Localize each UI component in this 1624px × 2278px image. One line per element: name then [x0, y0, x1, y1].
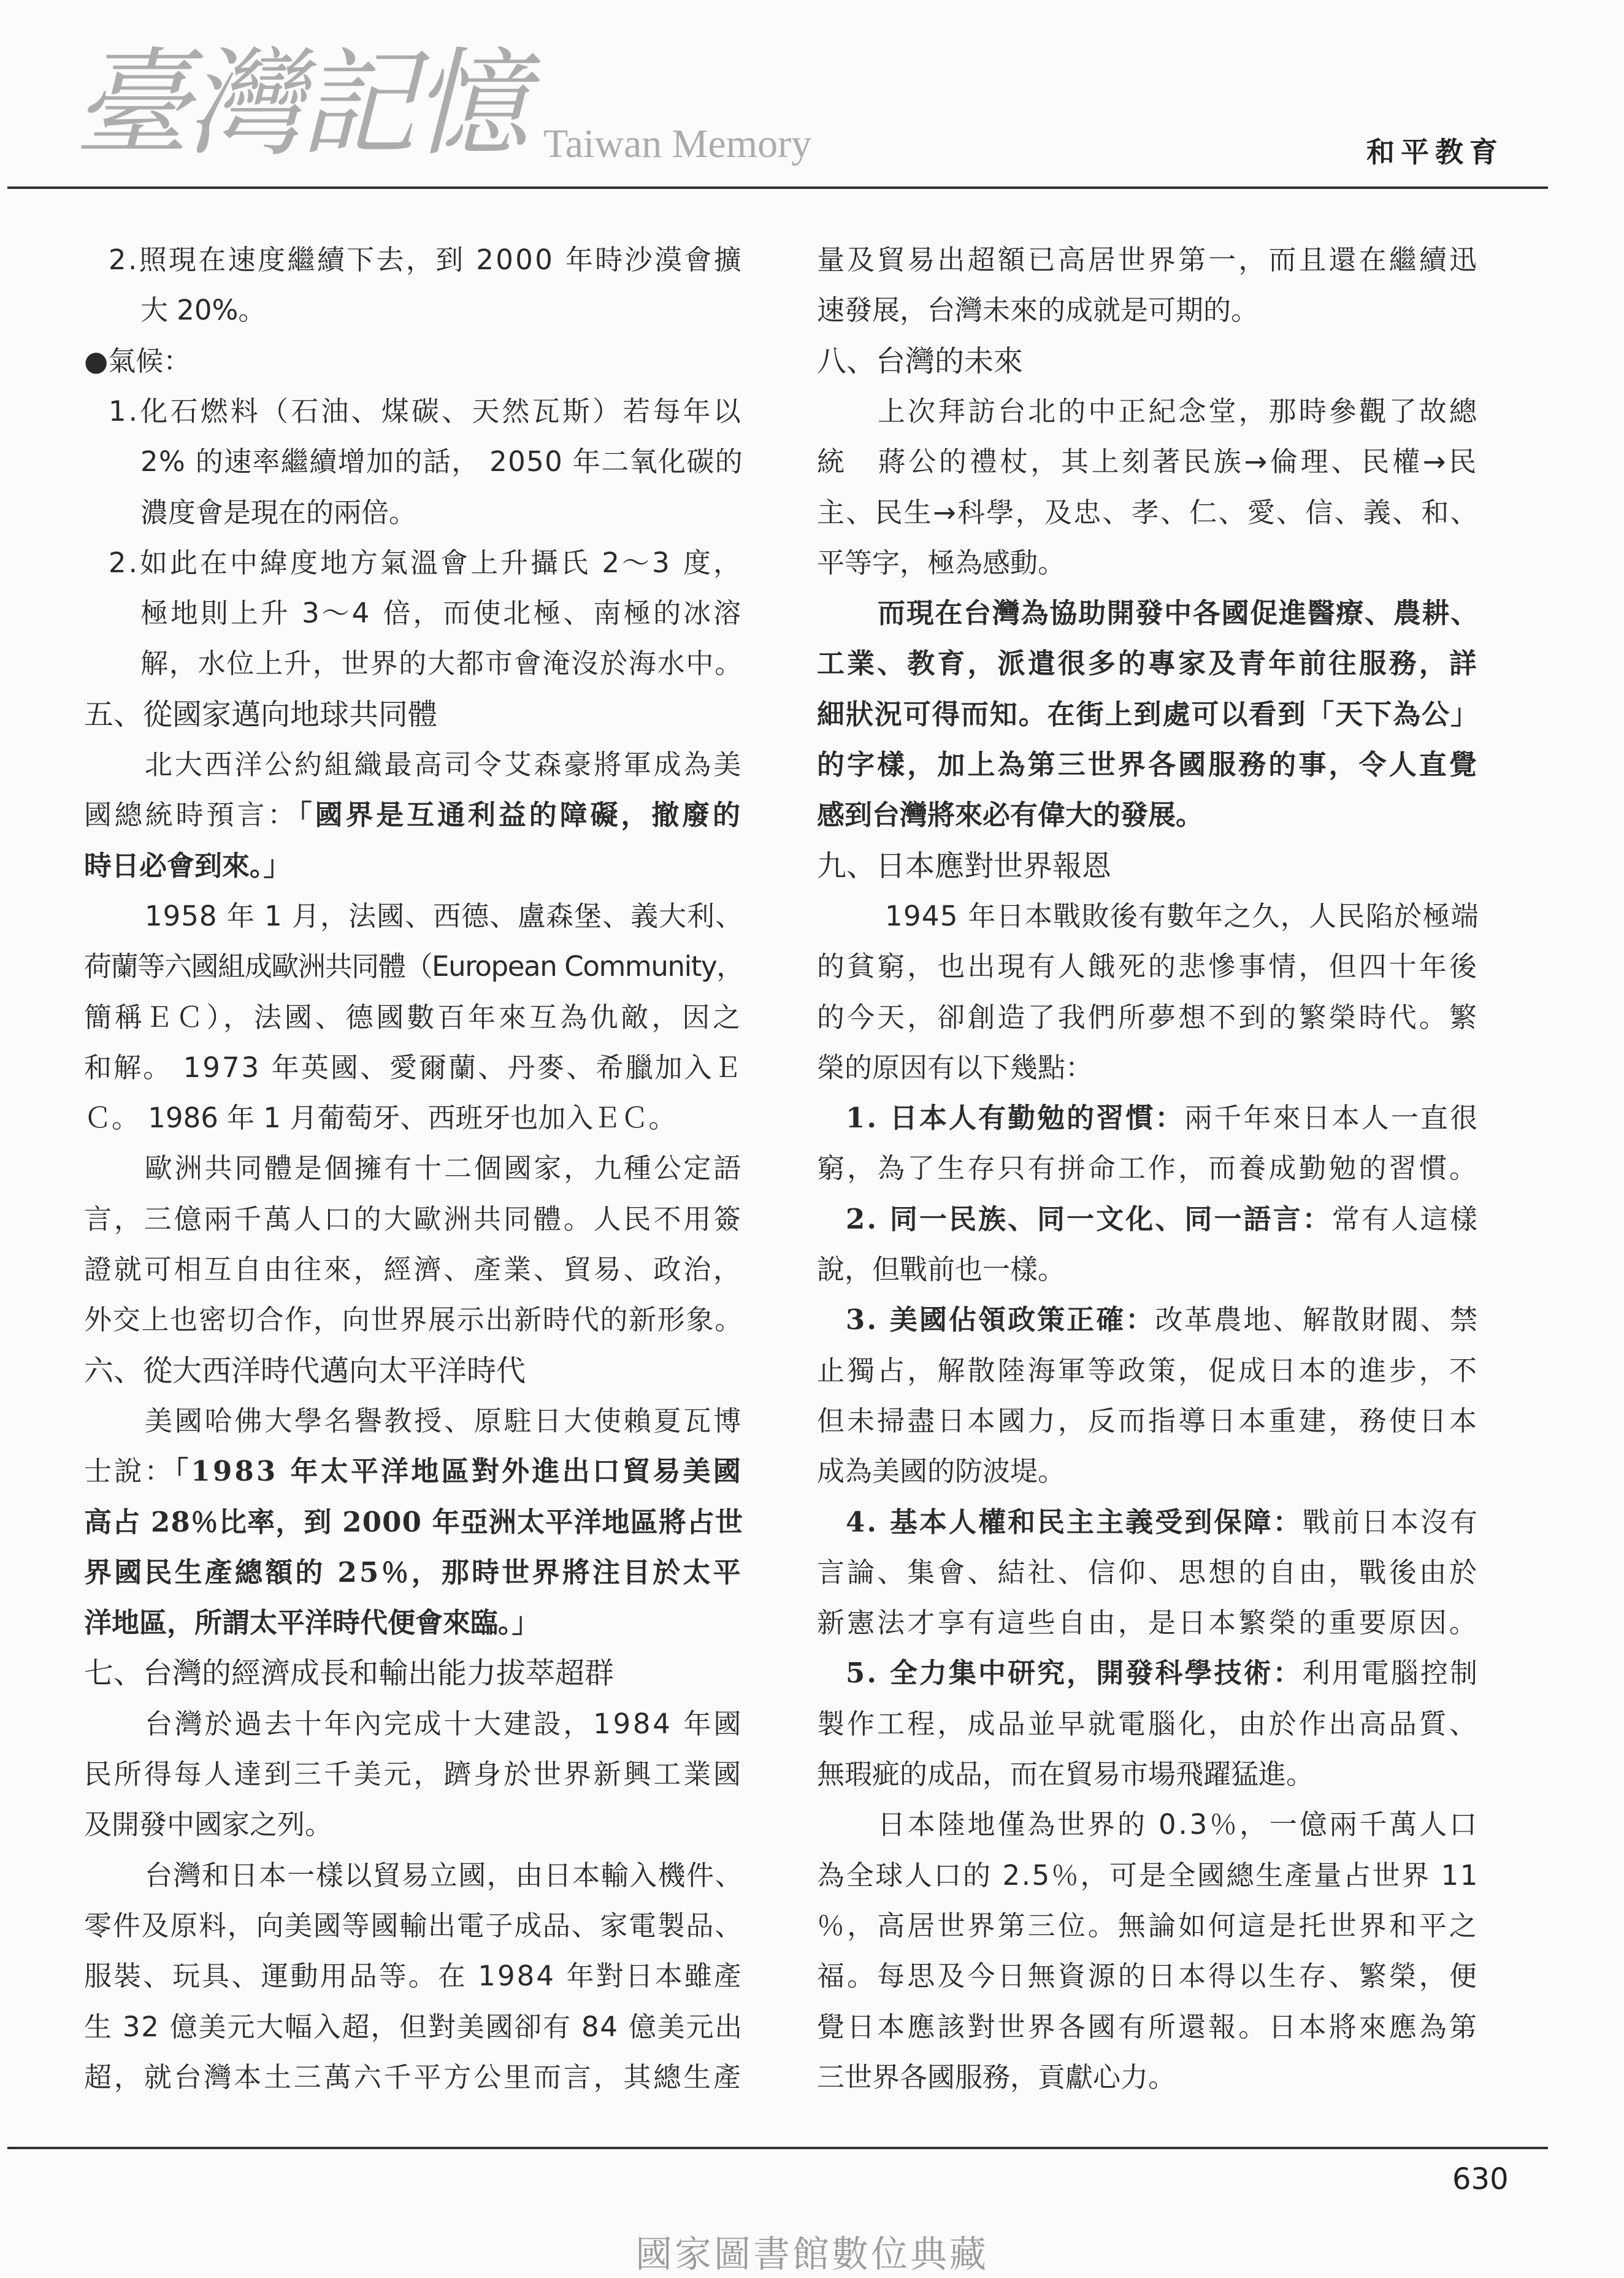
text-segment: 簡稱ＥＣ），法國、德國數百年來互為仇敵，因之 [84, 1000, 744, 1034]
text-line [145, 740, 743, 790]
text-line [84, 1901, 743, 1951]
text-line [145, 1699, 743, 1749]
text-segment: 超，就台灣本土三萬六千平方公里而言，其總生產 [84, 2060, 743, 2093]
text-line [140, 588, 743, 639]
text-line [878, 386, 1479, 437]
text-segment: 2% 的速率繼續增加的話， 2050 年二氧化碳的 [140, 445, 744, 478]
text-line [84, 1043, 743, 1093]
text-line [817, 941, 1479, 992]
watermark-english: Taiwan Memory [543, 121, 812, 166]
emphasized-text: 2. 同一民族、同一文化、同一語言： [846, 1202, 1332, 1235]
text-line [84, 1749, 743, 1800]
text-line [817, 1749, 1479, 1800]
text-line [140, 285, 743, 336]
text-segment: 零件及原料，向美國等國輸出電子成品、家電製品、 [84, 1909, 744, 1942]
text-line [817, 1850, 1479, 1901]
text-line [84, 2002, 743, 2052]
section-heading [817, 841, 1479, 891]
text-segment: ％，高居世界第三位。無論如何這是托世界和平之 [817, 1909, 1479, 1942]
page-number: 630 [1452, 2162, 1509, 2196]
section-header: 和平教育 [1366, 136, 1504, 169]
text-line [817, 1699, 1479, 1749]
emphasized-text: 「國界是互通利益的障礙，撤廢的 [298, 799, 743, 832]
text-line [846, 1648, 1479, 1698]
text-line [817, 2052, 1479, 2103]
text-line [885, 891, 1479, 941]
text-line [817, 1143, 1479, 1194]
text-line [145, 891, 743, 941]
text-segment: 1945 年日本戰敗後有數年之久，人民陷於極端 [885, 899, 1479, 932]
text-segment: 覺日本應該對世界各國有所還報。日本將來應為第 [817, 2010, 1479, 2043]
emphasized-text: 工業、教育，派遣很多的專家及青年前往服務，詳 [817, 647, 1479, 680]
text-segment: 但未掃盡日本國力，反而指導日本重建，務使日本 [817, 1404, 1479, 1437]
text-segment: 大 20%。 [140, 294, 266, 327]
text-segment: 九、日本應對世界報恩 [817, 848, 1112, 883]
text-line [817, 1244, 1479, 1295]
emphasized-text: 界國民生產總額的 25％，那時世界將注目於太平 [84, 1555, 743, 1589]
emphasized-text: 洋地區，所謂太平洋時代便會來臨。」 [84, 1606, 540, 1639]
text-segment: 新憲法才享有這些自由，是日本繁榮的重要原因。 [817, 1606, 1479, 1639]
text-segment: 上次拜訪台北的中正紀念堂，那時參觀了故總 [878, 394, 1480, 428]
text-segment: 及開發中國家之列。 [84, 1808, 333, 1841]
text-line [817, 488, 1479, 538]
text-line [109, 235, 743, 285]
bottom-divider [7, 2147, 1548, 2149]
text-segment: 常有人這樣 [1331, 1202, 1480, 1235]
text-line [817, 790, 1479, 840]
text-segment: 榮的原因有以下幾點： [817, 1051, 1094, 1084]
text-segment: 濃度會是現在的兩倍。 [140, 496, 417, 529]
text-segment: 國總統時預言： [84, 799, 299, 832]
text-segment: 主、民生→科學，及忠、孝、仁、愛、信、義、和、 [817, 496, 1479, 529]
emphasized-text: 4. 基本人權和民主主義受到保障： [846, 1505, 1303, 1538]
section-heading [84, 689, 743, 740]
section-heading [84, 1648, 743, 1698]
text-line [84, 1497, 743, 1547]
text-line [84, 1194, 743, 1244]
text-segment: 八、台灣的未來 [817, 343, 1024, 378]
text-line [846, 1093, 1479, 1143]
text-segment: 製作工程，成品並早就電腦化，由於作出高品質、 [817, 1707, 1479, 1740]
text-line [817, 992, 1479, 1043]
text-segment: 量及貿易出超額已高居世界第一，而且還在繼續迅 [817, 244, 1479, 276]
text-segment: 七、台灣的經濟成長和輸出能力拔萃超群 [84, 1656, 615, 1691]
emphasized-text: 「1983 年太平洋地區對外進出口貿易美國 [174, 1455, 743, 1488]
text-line [84, 1446, 743, 1497]
text-segment: 歐洲共同體是個擁有十二個國家，九種公定語 [145, 1152, 744, 1185]
text-line [817, 1043, 1479, 1093]
text-line [817, 285, 1479, 336]
text-line [846, 1194, 1479, 1244]
text-segment: 三世界各國服務，貢獻心力。 [817, 2060, 1176, 2093]
text-segment: 言，三億兩千萬人口的大歐洲共同體。人民不用簽 [84, 1202, 743, 1235]
text-segment: 2.如此在中緯度地方氣溫會上升攝氏 2～3 度， [109, 546, 744, 579]
text-segment: 為全球人口的 2.5％，可是全國總生產量占世界 11 [817, 1858, 1480, 1892]
text-line [817, 437, 1479, 487]
text-segment: 福。每思及今日無資源的日本得以生存、繁榮，便 [817, 1960, 1479, 1993]
text-segment: 1958 年 1 月，法國、西德、盧森堡、義大利、 [145, 899, 744, 932]
text-segment: 荷蘭等六國組成歐洲共同體（European Community， [84, 950, 743, 983]
text-line [84, 1547, 743, 1598]
text-segment: 外交上也密切合作，向世界展示出新時代的新形象。 [84, 1303, 744, 1337]
text-line [84, 841, 743, 891]
text-segment: 2.照現在速度繼續下去，到 2000 年時沙漠會擴 [109, 244, 744, 276]
text-segment: 兩千年來日本人一直很 [1184, 1102, 1480, 1135]
text-line [817, 1901, 1479, 1951]
emphasized-text: 1. 日本人有勤勉的習慣： [846, 1102, 1185, 1135]
text-line [817, 1951, 1479, 2001]
text-line [84, 1093, 743, 1143]
text-line [84, 2052, 743, 2103]
text-line [817, 538, 1479, 588]
text-line [846, 1497, 1479, 1547]
text-line [817, 740, 1479, 790]
text-segment: 日本陸地僅為世界的 0.3％，一億兩千萬人口 [878, 1808, 1480, 1841]
text-segment: 五、從國家邁向地球共同體 [84, 697, 438, 732]
text-segment: 台灣於過去十年內完成十大建設，1984 年國 [145, 1707, 744, 1740]
text-segment: 言論、集會、結社、信仰、思想的自由，戰後由於 [817, 1555, 1479, 1589]
text-line [817, 1446, 1479, 1497]
text-line [84, 1800, 743, 1850]
emphasized-text: 細狀況可得而知。在街上到處可以看到「天下為公」 [817, 697, 1480, 731]
text-segment: 的今天，卻創造了我們所夢想不到的繁榮時代。繁 [817, 1000, 1479, 1034]
text-line [145, 1850, 743, 1901]
text-segment: 美國哈佛大學名譽教授、原駐日大使賴夏瓦博 [145, 1404, 744, 1437]
text-segment: 平等字，極為感動。 [817, 546, 1066, 579]
text-line [140, 488, 743, 538]
text-line [145, 1396, 743, 1446]
taiwan-memory-watermark [74, 37, 811, 178]
section-heading [84, 1346, 743, 1396]
text-line [140, 437, 743, 487]
text-segment: 台灣和日本一樣以貿易立國，由日本輸入機件、 [145, 1858, 744, 1892]
text-line [817, 1346, 1479, 1396]
text-line [846, 1295, 1479, 1345]
text-line [817, 235, 1479, 285]
text-segment: 說，但戰前也一樣。 [817, 1253, 1066, 1286]
text-segment: 無瑕疵的成品，而在貿易市場飛躍猛進。 [817, 1758, 1314, 1790]
text-segment: 改革農地、解散財閥、禁 [1155, 1303, 1480, 1337]
text-line [817, 689, 1479, 740]
section-heading [817, 336, 1479, 386]
emphasized-text: 而現在台灣為協助開發中各國促進醫療、農耕、 [878, 597, 1479, 630]
text-line [109, 386, 743, 437]
emphasized-text: 感到台灣將來必有偉大的發展。 [817, 799, 1204, 832]
text-line [817, 1396, 1479, 1446]
text-segment: 北大西洋公約組織最高司令艾森豪將軍成為美 [145, 748, 744, 781]
text-line [84, 941, 743, 992]
text-segment: 速發展，台灣未來的成就是可期的。 [817, 294, 1259, 327]
text-segment: 1.化石燃料（石油、煤碳、天然瓦斯）若每年以 [109, 394, 743, 428]
text-line [878, 588, 1479, 639]
text-segment: 成為美國的防波堤。 [817, 1455, 1066, 1488]
text-segment: 利用電腦控制 [1302, 1657, 1480, 1690]
text-line [84, 1951, 743, 2001]
top-divider [7, 186, 1548, 189]
watermark-chinese: 臺灣記憶 [74, 36, 526, 172]
text-segment: 統 蔣公的禮杖，其上刻著民族→倫理、民權→民 [817, 445, 1479, 478]
text-line [817, 2002, 1479, 2052]
text-line [84, 992, 743, 1043]
emphasized-text: 的字樣，加上為第三世界各國服務的事，令人直覺 [817, 748, 1479, 781]
text-segment: 的貧窮，也出現有人餓死的悲慘事情，但四十年後 [817, 950, 1479, 983]
text-line [817, 1598, 1479, 1648]
text-segment: 服裝、玩具、運動用品等。在 1984 年對日本雖產 [84, 1960, 743, 1993]
emphasized-text: 3. 美國佔領政策正確： [846, 1303, 1155, 1337]
text-segment: 證就可相互自由往來，經濟、產業、貿易、政治， [84, 1253, 743, 1286]
text-segment: 士說： [84, 1455, 175, 1488]
text-line [817, 1547, 1479, 1598]
text-line [84, 790, 743, 840]
text-segment: ●氣候： [84, 344, 191, 377]
text-segment: 生 32 億美元大幅入超，但對美國卻有 84 億美元出 [84, 2010, 744, 2043]
text-segment: 和解。 1973 年英國、愛爾蘭、丹麥、希臘加入Ｅ [84, 1051, 743, 1084]
text-line [817, 639, 1479, 689]
text-segment: 止獨占，解散陸海軍等政策，促成日本的進步，不 [817, 1354, 1479, 1387]
text-segment: 民所得每人達到三千美元，躋身於世界新興工業國 [84, 1758, 743, 1790]
text-segment: 解，水位上升，世界的大都市會淹沒於海水中。 [140, 647, 744, 680]
emphasized-text: 5. 全力集中研究，開發科學技術： [846, 1657, 1303, 1690]
text-line [140, 639, 743, 689]
text-line [84, 1244, 743, 1295]
text-segment: 六、從大西洋時代邁向太平洋時代 [84, 1353, 526, 1388]
library-footer: 國家圖書館數位典藏 [635, 2233, 989, 2276]
text-segment: 極地則上升 3～4 倍，而使北極、南極的冰溶 [140, 597, 743, 630]
emphasized-text: 時日必會到來。」 [84, 849, 291, 882]
emphasized-text: 高占 28％比率，到 2000 年亞洲太平洋地區將占世 [84, 1505, 744, 1538]
text-line [109, 538, 743, 588]
text-line [84, 336, 743, 386]
text-segment: Ｃ。 1986 年 1 月葡萄牙、西班牙也加入ＥＣ。 [84, 1102, 676, 1135]
text-segment: 戰前日本沒有 [1302, 1505, 1480, 1538]
text-line [84, 1295, 743, 1345]
text-segment: 窮，為了生存只有拼命工作，而養成勤勉的習慣。 [817, 1152, 1479, 1185]
text-line [84, 1598, 743, 1648]
text-line [145, 1143, 743, 1194]
text-line [878, 1800, 1479, 1850]
